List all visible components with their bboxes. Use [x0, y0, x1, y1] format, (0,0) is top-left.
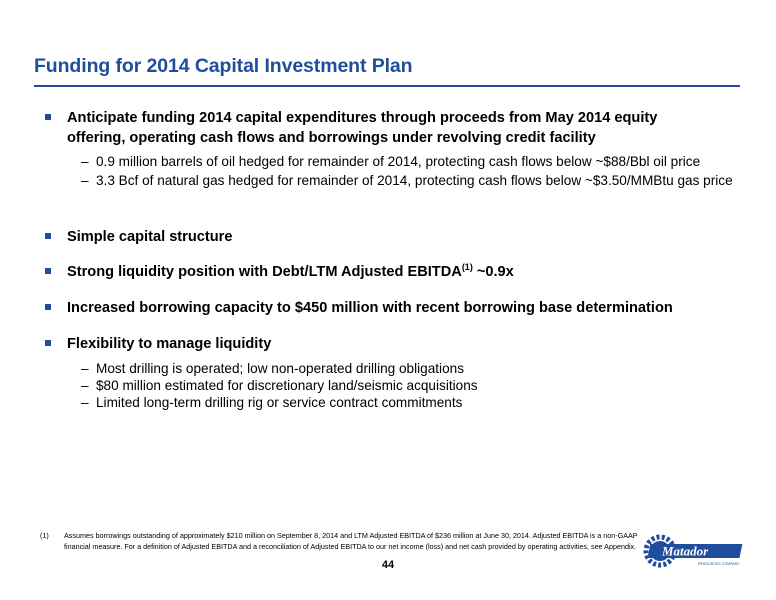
- bullet-capital-structure: [67, 227, 717, 247]
- sub-bullet-oil-hedge: [81, 153, 736, 170]
- bullet-borrowing-capacity: [67, 298, 717, 318]
- bullet-marker: [45, 233, 51, 239]
- bullet-marker: [45, 304, 51, 310]
- sub-bullet-gas-hedge: [81, 172, 736, 189]
- logo-wordmark: Matador: [662, 543, 709, 559]
- sub-bullet-rig-contracts: [81, 394, 736, 411]
- footnote-ref: (1): [461, 262, 473, 272]
- footnote-number: (1): [40, 531, 49, 540]
- dash-marker: –: [81, 173, 89, 188]
- bullet-text: Anticipate funding 2014 capital expenditures through proceeds from May 2014 equity offering, operating cash flows and borrowings under revolving credit facility: [67, 110, 658, 146]
- bullet-funding: [67, 108, 717, 148]
- sub-bullet-text: 3.3 Bcf of natural gas hedged for remainder of 2014, protecting cash flows below ~$3.50/MMBtu gas price: [96, 173, 733, 188]
- sub-bullet-text: Limited long-term drilling rig or service contract commitments: [96, 395, 463, 410]
- sub-bullet-text: $80 million estimated for discretionary land/seismic acquisitions: [96, 378, 478, 393]
- sub-bullet-text: Most drilling is operated; low non-operated drilling obligations: [96, 361, 464, 376]
- sub-bullet-drilling-operated: [81, 360, 736, 377]
- title-rule: [34, 85, 740, 87]
- bullet-text: Increased borrowing capacity to $450 million with recent borrowing base determination: [67, 300, 673, 316]
- dash-marker: –: [81, 395, 89, 410]
- bullet-marker: [45, 114, 51, 120]
- bullet-text: Simple capital structure: [67, 229, 233, 245]
- bullet-text: Flexibility to manage liquidity: [67, 336, 272, 352]
- bullet-text-suffix: ~0.9x: [472, 264, 514, 280]
- bullet-flexibility: [67, 334, 717, 354]
- bullet-marker: [45, 340, 51, 346]
- dash-marker: –: [81, 378, 89, 393]
- bullet-liquidity: [67, 262, 717, 282]
- sub-bullet-text: 0.9 million barrels of oil hedged for remainder of 2014, protecting cash flows below ~$88/Bbl oil price: [96, 154, 701, 169]
- dash-marker: –: [81, 361, 89, 376]
- dash-marker: –: [81, 154, 89, 169]
- bullet-text: Strong liquidity position with Debt/LTM Adjusted EBITDA: [67, 264, 462, 280]
- matador-logo: [642, 527, 762, 575]
- footnote-text: Assumes borrowings outstanding of approximately $210 million on September 8, 2014 and LTM Adjusted EBITDA of $236 million at June 30, 2014. Adjusted EBITDA is a non-GAAP financial measure. For a definition of Adjusted EBITDA and a reconciliation of Adjusted EBITDA to our net income (loss) and net cash provided by operating activities, see Appendix.: [64, 531, 638, 551]
- logo-tagline: RESOURCES COMPANY: [698, 562, 740, 566]
- page-title: Funding for 2014 Capital Investment Plan: [34, 55, 413, 77]
- bullet-marker: [45, 268, 51, 274]
- page-number: 44: [381, 559, 395, 571]
- sub-bullet-land-seismic: [81, 377, 736, 394]
